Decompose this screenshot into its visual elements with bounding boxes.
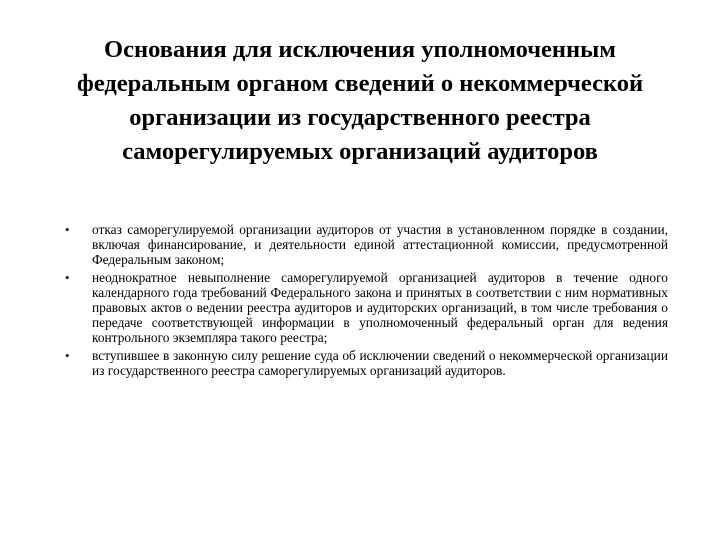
bullet-item-1 — [60, 223, 668, 267]
bullet-list — [60, 223, 668, 383]
slide-title: Основания для исключения уполномоченным федеральным органом сведений о некоммерческой организации из государственного реестра саморегулируемых организаций аудиторов — [76, 36, 644, 165]
bullet-item-2 — [60, 271, 668, 345]
bullet-text: неоднократное невыполнение саморегулируемой организацией аудиторов в течение одного календарного года требований Федерального закона и принятых в соответствии с ним нормативных правовых актов о ведении реестра аудиторов и аудиторских организаций, в том числе требования о передаче соответствующей информации в уполномоченный федеральный орган для ведения контрольного экземпляра такого реестра; — [92, 270, 668, 345]
bullet-item-3 — [60, 349, 668, 379]
bullet-text: отказ саморегулируемой организации аудиторов от участия в установленном порядке в создании, включая финансирование, и деятельности единой аттестационной комиссии, предусмотренной Федеральным законом; — [92, 222, 668, 267]
bullet-text: вступившее в законную силу решение суда об исключении сведений о некоммерческой организации из государственного реестра саморегулируемых организаций аудиторов. — [92, 348, 668, 379]
bullet-dot-icon: • — [65, 270, 70, 286]
bullet-dot-icon: • — [65, 222, 70, 237]
bullet-dot-icon: • — [65, 348, 70, 364]
